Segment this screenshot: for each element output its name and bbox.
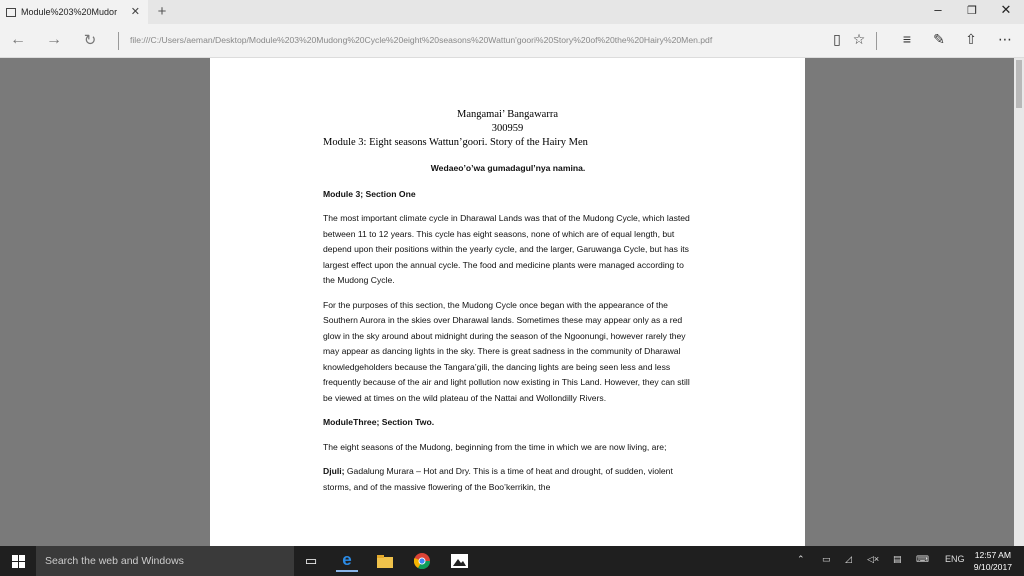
more-options-icon[interactable]: ⋯ [998, 31, 1012, 47]
task-view-icon[interactable]: ▭ [304, 553, 318, 568]
language-indicator[interactable]: ENG [945, 554, 965, 564]
windows-logo-icon [12, 555, 25, 568]
document-title: Module 3: Eight seasons Wattun’goori. Story of the Hairy Men [323, 137, 588, 148]
chrome-icon[interactable] [411, 550, 433, 572]
divider [118, 32, 119, 50]
navigation-bar [0, 24, 1024, 58]
paragraph: For the purposes of this section, the Mudong Cycle once began with the appearance of the Southern Aurora in the skies over Dharawal lands. Sometimes these may appear only as a red glow in the sky around about midnight during the season of the Ngoonungi, however rarely they may appear as dancing lights in the sky. There is great sadness in the community of Dharawal knowledgeholders because the Tangara’gili, the dancing lights are being seen less and less frequently because of the air and light pollution now existing in This Land. However, they can still be viewed at times on the wild plateau of the Nattai and Wollondilly Rivers. [323, 299, 690, 403]
hub-icon[interactable]: ≡ [902, 31, 912, 47]
favorite-star-icon[interactable]: ☆ [852, 31, 866, 47]
window-close-button[interactable]: ✕ [1000, 2, 1012, 17]
clock-time: 12:57 AM [974, 550, 1012, 560]
pdf-page [210, 58, 805, 546]
minimize-button[interactable]: – [934, 2, 942, 17]
body-text [323, 211, 697, 504]
season-label: Djuli; [323, 466, 345, 476]
taskbar-search-box[interactable]: Search the web and Windows [36, 546, 294, 576]
system-clock[interactable] [974, 549, 1012, 573]
restore-button[interactable]: ❐ [967, 5, 977, 17]
new-tab-button[interactable]: + [157, 3, 167, 20]
document-student-id: 300959 [491, 123, 524, 134]
battery-icon[interactable]: ▭ [822, 554, 831, 564]
clock-date: 9/10/2017 [973, 562, 1012, 572]
divider [876, 32, 877, 50]
volume-icon[interactable]: ◁× [867, 554, 880, 564]
page-icon [6, 8, 16, 17]
show-hidden-icons-icon[interactable]: ⌃ [797, 554, 805, 564]
reading-view-icon[interactable]: ▯ [833, 31, 841, 47]
paragraph: The eight seasons of the Mudong, beginning from the time in which we are now living, are; [323, 441, 667, 452]
photos-icon[interactable] [448, 550, 470, 572]
close-tab-icon[interactable]: ✕ [130, 6, 140, 18]
wifi-icon[interactable]: ◿ [845, 554, 852, 564]
season-text: Gadalung Murara – Hot and Dry. This is a time of heat and drought, of sudden, violent storms, and of the massive flowering of the Boo’kerrikin, the [323, 466, 673, 492]
browser-tab[interactable] [0, 0, 148, 24]
keyboard-icon[interactable]: ⌨ [916, 554, 929, 564]
web-note-icon[interactable]: ✎ [933, 31, 945, 47]
file-explorer-icon[interactable] [374, 550, 396, 572]
back-button[interactable]: ← [10, 31, 26, 48]
share-icon[interactable]: ⇧ [965, 31, 977, 47]
forward-button[interactable]: → [46, 31, 62, 48]
start-button[interactable] [0, 546, 36, 576]
action-center-icon[interactable]: ▤ [893, 554, 902, 564]
edge-browser-icon[interactable]: e [336, 550, 358, 572]
tab-bar [0, 0, 1024, 24]
section-two-heading: ModuleThree; Section Two. [323, 417, 435, 427]
document-author: Mangamai’ Bangawarra [457, 109, 558, 120]
scrollbar-thumb[interactable] [1016, 60, 1022, 108]
paragraph: The most important climate cycle in Dharawal Lands was that of the Mudong Cycle, which lasted between 11 to 12 years. This cycle has eight seasons, none of which are of equal length, but depend upon their positions within the yearly cycle, and the larger, Garuwanga Cycle, but has its largest effect upon the annual cycle. The food and medicine plants were managed according to the Mudong Cycle. [323, 213, 690, 285]
refresh-button[interactable]: ↻ [83, 32, 97, 49]
pdf-viewer[interactable] [0, 58, 1024, 546]
address-input[interactable]: file:///C:/Users/aeman/Desktop/Module%203%20Mudong%20Cycle%20eight%20seasons%20Wattun'goori%20Story%20of%20the%20Hairy%20Men.pdf [130, 35, 713, 45]
greeting: Wedaeo’o’wa gumadagul’nya namina. [430, 163, 586, 173]
taskbar [0, 546, 1024, 576]
tab-title: Module%203%20Mudor [21, 7, 118, 17]
vertical-scrollbar[interactable] [1014, 58, 1024, 546]
section-one-heading: Module 3; Section One [323, 189, 416, 199]
paragraph [323, 464, 697, 495]
